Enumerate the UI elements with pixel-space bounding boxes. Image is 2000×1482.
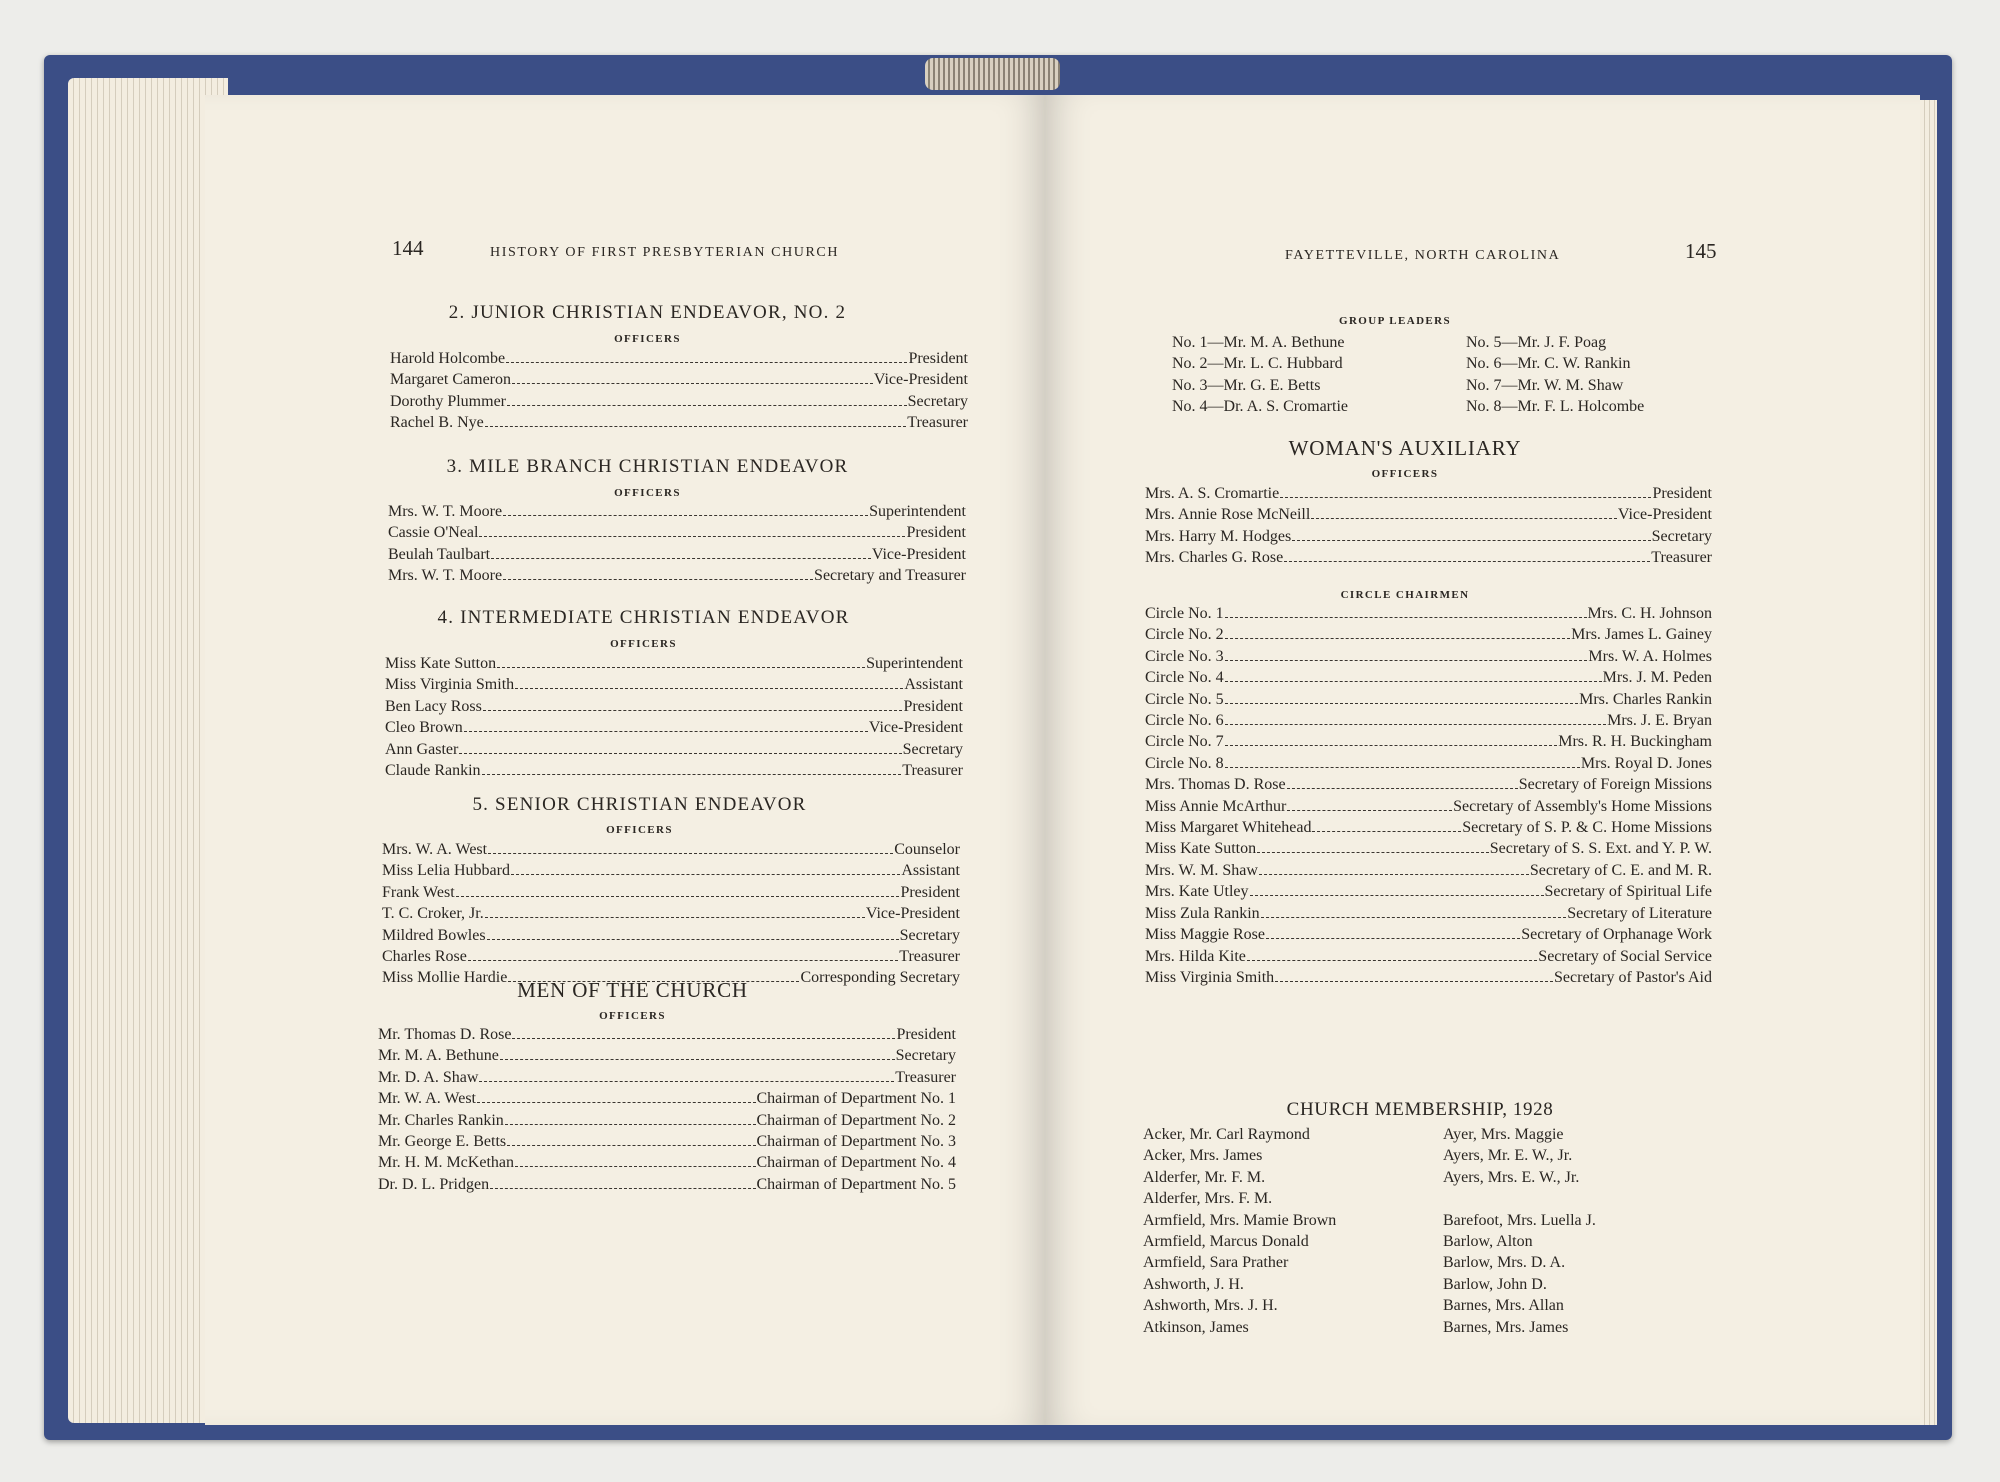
row-name: Circle No. 3 [1145, 647, 1224, 665]
section-subtitle: OFFICERS [614, 487, 681, 499]
row-role: President [906, 524, 966, 542]
row-name: Mrs. Thomas D. Rose [1145, 776, 1286, 794]
list-item: Armfield, Sara Prather [1143, 1254, 1289, 1272]
list-row [1145, 483, 1712, 504]
row-name: Dr. D. L. Pridgen [378, 1175, 490, 1193]
dot-leader [459, 753, 901, 754]
list-row [385, 653, 963, 674]
list-item: No. 3—Mr. G. E. Betts [1172, 376, 1321, 394]
row-name: Mildred Bowles [382, 926, 486, 944]
section-title: 3. MILE BRANCH CHRISTIAN ENDEAVOR [446, 456, 849, 477]
row-role: Mrs. W. A. Holmes [1588, 647, 1712, 665]
row-role: Treasurer [902, 762, 963, 780]
row-role: President [908, 350, 968, 367]
list-row [1145, 547, 1712, 568]
dot-leader [490, 1188, 755, 1189]
row-name: Miss Annie McArthur [1145, 797, 1287, 815]
list-row [388, 501, 966, 522]
dot-leader [464, 731, 868, 732]
dot-leader [1225, 617, 1587, 618]
row-role: Vice-President [1617, 506, 1712, 524]
row-role: Treasurer [899, 948, 960, 966]
row-role: Secretary of Assembly's Home Missions [1453, 797, 1712, 815]
list-row [378, 1024, 956, 1045]
row-role: Vice-President [873, 371, 968, 389]
row-role: Chairman of Department No. 1 [756, 1090, 956, 1108]
list-row [1145, 774, 1712, 795]
row-role: Secretary [899, 926, 960, 944]
list-item: Barlow, Mrs. D. A. [1443, 1254, 1566, 1272]
officer-list [382, 839, 960, 989]
dot-leader [1250, 895, 1544, 896]
list-row [1145, 504, 1712, 525]
row-role: Mrs. James L. Gainey [1571, 626, 1712, 644]
row-role: Assistant [904, 676, 963, 694]
row-name: Mr. W. A. West [378, 1090, 476, 1108]
row-role: Chairman of Department No. 2 [756, 1111, 956, 1129]
list-row [388, 565, 966, 586]
list-row [385, 739, 963, 760]
dot-leader [1225, 745, 1558, 746]
row-role: Secretary [1651, 527, 1712, 545]
dot-leader [485, 917, 865, 918]
list-row [1145, 967, 1712, 988]
row-name: Mrs. Harry M. Hodges [1145, 527, 1292, 545]
row-name: T. C. Croker, Jr. [382, 905, 484, 923]
dot-leader [1225, 724, 1606, 725]
running-head: FAYETTEVILLE, NORTH CAROLINA [1285, 248, 1561, 263]
dot-leader [1284, 561, 1650, 562]
row-role: Secretary [895, 1047, 956, 1065]
list-row [385, 674, 963, 695]
row-name: Circle No. 8 [1145, 754, 1224, 772]
dot-leader [1257, 852, 1489, 853]
section-title: 4. INTERMEDIATE CHRISTIAN ENDEAVOR [437, 607, 850, 628]
row-name: Mrs. W. T. Moore [388, 503, 503, 520]
row-name: Mr. M. A. Bethune [378, 1047, 499, 1065]
group-leaders [1172, 332, 1644, 418]
dot-leader [1287, 810, 1452, 811]
row-role: Assistant [901, 862, 960, 880]
list-row [1145, 753, 1712, 774]
dot-leader [1225, 767, 1580, 768]
row-role: Vice-President [865, 905, 960, 923]
row-name: Mrs. Kate Utley [1145, 883, 1249, 901]
dot-leader [477, 1102, 756, 1103]
dot-leader [482, 774, 902, 775]
section-title: 5. SENIOR CHRISTIAN ENDEAVOR [472, 794, 807, 815]
list-row [382, 860, 960, 881]
row-name: Circle No. 2 [1145, 626, 1224, 644]
book-spine-binding [925, 58, 1060, 90]
section-subtitle: OFFICERS [1371, 468, 1439, 480]
row-role: Mrs. C. H. Johnson [1587, 605, 1712, 622]
row-name: Margaret Cameron [390, 371, 511, 389]
list-row [1145, 710, 1712, 731]
dot-leader [1261, 917, 1567, 918]
list-item: Ayers, Mrs. E. W., Jr. [1443, 1168, 1580, 1186]
list-row [382, 903, 960, 924]
row-role: Mrs. R. H. Buckingham [1558, 733, 1712, 751]
row-name: Circle No. 1 [1145, 605, 1224, 622]
row-role: President [896, 1026, 956, 1043]
list-item: No. 2—Mr. L. C. Hubbard [1172, 355, 1343, 373]
list-row [385, 696, 963, 717]
dot-leader [497, 667, 865, 668]
row-role: Mrs. Charles Rankin [1579, 690, 1712, 708]
list-row [382, 882, 960, 903]
row-name: Miss Margaret Whitehead [1145, 819, 1312, 837]
row-role: Secretary of S. S. Ext. and Y. P. W. [1489, 840, 1712, 858]
section-title: 2. JUNIOR CHRISTIAN ENDEAVOR, NO. 2 [448, 302, 847, 323]
list-row [1145, 796, 1712, 817]
dot-leader [488, 853, 893, 854]
dot-leader [1225, 660, 1588, 661]
row-name: Miss Virginia Smith [385, 676, 515, 694]
section-title: CHURCH MEMBERSHIP, 1928 [1286, 1099, 1554, 1120]
list-row [1145, 526, 1712, 547]
row-name: Mr. D. A. Shaw [378, 1068, 479, 1086]
list-item: Acker, Mr. Carl Raymond [1143, 1126, 1310, 1143]
running-head: HISTORY OF FIRST PRESBYTERIAN CHURCH [490, 245, 840, 260]
list-row [390, 348, 968, 369]
dot-leader [1312, 831, 1461, 832]
list-item: Ayer, Mrs. Maggie [1443, 1126, 1564, 1143]
row-name: Mrs. Hilda Kite [1145, 947, 1246, 965]
dot-leader [479, 1081, 894, 1082]
section-title: WOMAN'S AUXILIARY [1288, 436, 1522, 460]
dot-leader [1311, 518, 1617, 519]
list-row [1145, 881, 1712, 902]
list-row [1145, 624, 1712, 645]
dot-leader [512, 383, 873, 384]
dot-leader [511, 874, 900, 875]
dot-leader [1287, 788, 1518, 789]
list-row [390, 391, 968, 412]
row-name: Circle No. 6 [1145, 712, 1224, 730]
dot-leader [1275, 981, 1553, 982]
list-item: Acker, Mrs. James [1143, 1147, 1263, 1165]
list-row [378, 1088, 956, 1109]
row-role: Secretary of Spiritual Life [1544, 883, 1712, 901]
officer-list [388, 501, 966, 587]
row-role: Mrs. Royal D. Jones [1580, 754, 1712, 772]
list-row [1145, 603, 1712, 624]
left-page [205, 95, 1045, 1425]
list-row [378, 1174, 956, 1195]
row-role: Secretary and Treasurer [814, 567, 966, 585]
officer-list [390, 348, 968, 434]
dot-leader [468, 960, 898, 961]
dot-leader [456, 896, 900, 897]
row-name: Ann Gaster [385, 740, 459, 758]
row-name: Mrs. Annie Rose McNeill [1145, 506, 1311, 524]
circle-chairmen-list [1145, 603, 1712, 988]
dot-leader [507, 1145, 755, 1146]
group-leaders-right [1466, 332, 1644, 418]
list-row [1145, 903, 1712, 924]
officer-list [1145, 483, 1712, 569]
list-item: Barefoot, Mrs. Luella J. [1443, 1211, 1596, 1229]
list-item: Alderfer, Mrs. F. M. [1143, 1190, 1273, 1208]
row-role: Secretary of Social Service [1538, 947, 1712, 965]
row-role: Vice-President [871, 545, 966, 563]
list-item: No. 4—Dr. A. S. Cromartie [1172, 398, 1348, 416]
dot-leader [503, 579, 813, 580]
list-item [1443, 1188, 1596, 1209]
section-subtitle: CIRCLE CHAIRMEN [1340, 589, 1470, 601]
dot-leader [487, 939, 899, 940]
list-row [1145, 731, 1712, 752]
row-role: Treasurer [1651, 549, 1712, 567]
row-name: Cassie O'Neal [388, 524, 479, 542]
section-subtitle: OFFICERS [599, 1010, 666, 1022]
list-row [1145, 689, 1712, 710]
row-role: Mrs. J. E. Bryan [1607, 712, 1712, 730]
list-item: Atkinson, James [1143, 1318, 1249, 1336]
row-name: Miss Virginia Smith [1145, 968, 1275, 986]
list-row [382, 925, 960, 946]
dot-leader [506, 362, 907, 363]
list-row [378, 1067, 956, 1088]
dot-leader [479, 536, 905, 537]
dot-leader [1225, 703, 1578, 704]
list-item: No. 7—Mr. W. M. Shaw [1466, 376, 1624, 394]
dot-leader [505, 1124, 756, 1125]
row-name: Mr. Thomas D. Rose [378, 1026, 512, 1043]
list-row [385, 760, 963, 781]
row-role: President [1652, 485, 1712, 502]
dot-leader [485, 426, 907, 427]
row-role: Superintendent [866, 655, 963, 672]
row-name: Miss Mollie Hardie [382, 969, 508, 987]
list-item: Armfield, Marcus Donald [1143, 1233, 1309, 1251]
dot-leader [483, 710, 903, 711]
list-row [382, 839, 960, 860]
list-row [378, 1110, 956, 1131]
list-row [1145, 946, 1712, 967]
section-subtitle: OFFICERS [614, 333, 681, 345]
dot-leader [512, 1038, 895, 1039]
row-role: Chairman of Department No. 4 [756, 1154, 956, 1172]
row-name: Miss Lelia Hubbard [382, 862, 510, 880]
membership-right [1443, 1124, 1596, 1338]
dot-leader [503, 515, 868, 516]
row-name: Circle No. 5 [1145, 690, 1224, 708]
row-role: Secretary of Orphanage Work [1521, 926, 1712, 944]
dot-leader [515, 1166, 756, 1167]
list-row [388, 544, 966, 565]
dot-leader [1259, 874, 1529, 875]
list-row [388, 522, 966, 543]
row-role: Secretary of S. P. & C. Home Missions [1462, 819, 1712, 837]
row-name: Mrs. W. A. West [382, 841, 488, 858]
officer-list [385, 653, 963, 781]
row-name: Dorothy Plummer [390, 392, 506, 410]
row-name: Circle No. 4 [1145, 669, 1224, 687]
section-title: MEN OF THE CHURCH [517, 978, 748, 1002]
dot-leader [515, 688, 903, 689]
list-row [1145, 860, 1712, 881]
row-role: Secretary [902, 740, 963, 758]
list-row [378, 1131, 956, 1152]
group-leaders-left [1172, 332, 1466, 418]
dot-leader [1225, 638, 1570, 639]
list-row [390, 369, 968, 390]
row-name: Miss Maggie Rose [1145, 926, 1265, 944]
list-row [382, 946, 960, 967]
row-name: Charles Rose [382, 948, 467, 966]
section-subtitle: GROUP LEADERS [1338, 315, 1452, 327]
row-name: Mrs. Charles G. Rose [1145, 549, 1284, 567]
section-subtitle: OFFICERS [606, 824, 673, 836]
membership-left [1143, 1124, 1443, 1338]
row-name: Miss Kate Sutton [385, 655, 497, 672]
row-role: Mrs. J. M. Peden [1602, 669, 1712, 687]
dot-leader [1292, 540, 1650, 541]
row-role: President [900, 883, 960, 901]
row-name: Circle No. 7 [1145, 733, 1224, 751]
dot-leader [1225, 681, 1602, 682]
row-role: Chairman of Department No. 3 [756, 1133, 956, 1151]
row-name: Mr. George E. Betts [378, 1133, 507, 1151]
row-name: Frank West [382, 883, 455, 901]
row-name: Rachel B. Nye [390, 414, 484, 432]
dot-leader [1266, 938, 1520, 939]
row-role: Counselor [894, 841, 960, 858]
row-role: Chairman of Department No. 5 [756, 1175, 956, 1193]
list-row [1145, 646, 1712, 667]
row-role: Secretary of C. E. and M. R. [1529, 861, 1712, 879]
row-role: Secretary of Foreign Missions [1518, 776, 1712, 794]
list-item: No. 5—Mr. J. F. Poag [1466, 334, 1607, 351]
list-item: Barnes, Mrs. James [1443, 1318, 1569, 1336]
list-item: No. 8—Mr. F. L. Holcombe [1466, 398, 1645, 416]
row-name: Miss Kate Sutton [1145, 840, 1257, 858]
row-role: Corresponding Secretary [800, 969, 960, 987]
list-item: Barnes, Mrs. Allan [1443, 1297, 1564, 1315]
row-name: Beulah Taulbart [388, 545, 491, 563]
row-role: President [903, 697, 963, 715]
dot-leader [1280, 497, 1651, 498]
dot-leader [1247, 960, 1537, 961]
row-role: Secretary of Pastor's Aid [1554, 968, 1712, 986]
row-name: Miss Zula Rankin [1145, 904, 1260, 922]
row-role: Superintendent [869, 503, 966, 520]
list-row [1145, 817, 1712, 838]
list-row [1145, 838, 1712, 859]
list-item: Ayers, Mr. E. W., Jr. [1443, 1147, 1573, 1165]
dot-leader [491, 558, 871, 559]
row-role: Vice-President [868, 719, 963, 737]
row-name: Ben Lacy Ross [385, 697, 482, 715]
page-edges-left [68, 78, 228, 1423]
list-item: Ashworth, J. H. [1143, 1275, 1244, 1293]
page-number: 145 [1685, 239, 1717, 263]
list-row [390, 412, 968, 433]
list-row [378, 1152, 956, 1173]
row-name: Mrs. A. S. Cromartie [1145, 485, 1280, 502]
list-item: No. 6—Mr. C. W. Rankin [1466, 355, 1631, 373]
list-item: Ashworth, Mrs. J. H. [1143, 1297, 1278, 1315]
row-name: Mrs. W. T. Moore [388, 567, 503, 585]
row-role: Secretary of Literature [1567, 904, 1712, 922]
row-role: Secretary [907, 392, 968, 410]
officer-list [378, 1024, 956, 1195]
list-row [1145, 924, 1712, 945]
list-item: Barlow, John D. [1443, 1275, 1547, 1293]
list-row [1145, 667, 1712, 688]
section-subtitle: OFFICERS [610, 638, 677, 650]
list-item: No. 1—Mr. M. A. Bethune [1172, 334, 1345, 351]
list-row [385, 717, 963, 738]
right-page [1045, 95, 1920, 1425]
list-row [378, 1045, 956, 1066]
row-name: Mr. Charles Rankin [378, 1111, 504, 1129]
row-role: Treasurer [895, 1068, 956, 1086]
row-name: Mrs. W. M. Shaw [1145, 861, 1258, 879]
row-name: Harold Holcombe [390, 350, 506, 367]
list-item: Barlow, Alton [1443, 1233, 1533, 1251]
membership-list [1143, 1124, 1596, 1338]
row-role: Treasurer [907, 414, 968, 432]
list-item: Armfield, Mrs. Mamie Brown [1143, 1211, 1337, 1229]
page-number: 144 [392, 236, 424, 260]
row-name: Mr. H. M. McKethan [378, 1154, 514, 1172]
dot-leader [500, 1059, 895, 1060]
dot-leader [507, 405, 907, 406]
row-name: Cleo Brown [385, 719, 463, 737]
list-item: Alderfer, Mr. F. M. [1143, 1168, 1266, 1186]
row-name: Claude Rankin [385, 762, 481, 780]
